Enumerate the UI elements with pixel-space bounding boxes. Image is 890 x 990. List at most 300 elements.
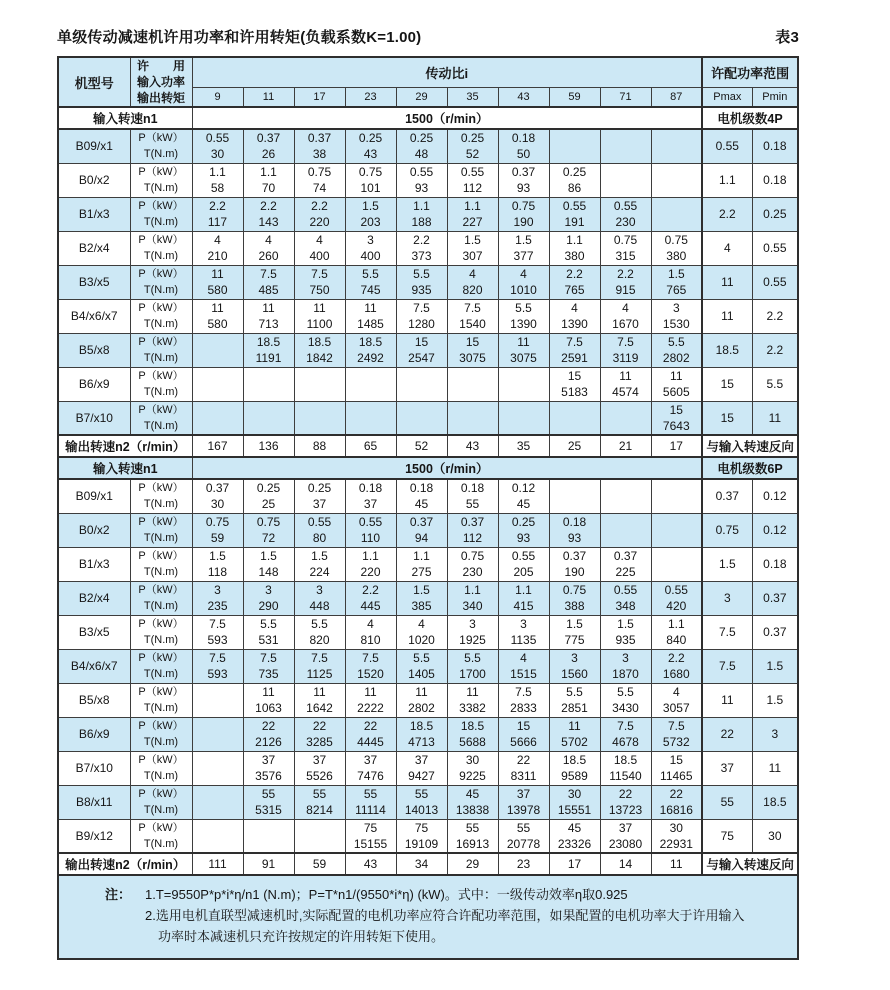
model-cell: B7/x10 — [58, 401, 130, 435]
p-value: 1.1 — [413, 549, 430, 563]
ratio-value-cell — [243, 479, 294, 513]
ratio-value-cell — [294, 479, 345, 513]
t-value: 593 — [207, 667, 228, 681]
input-speed-label: 输入转速n1 — [58, 107, 192, 129]
t-value: 2591 — [561, 351, 588, 365]
t-value: 1390 — [510, 317, 537, 331]
p-value: 3 — [214, 583, 221, 597]
p-value: 0.37 — [256, 131, 281, 146]
t-value: 143 — [258, 215, 279, 229]
ratio-value-cell — [192, 163, 243, 197]
p-value: 18.5 — [613, 753, 638, 767]
ratio-value-cell — [549, 785, 600, 819]
ratio-value-cell — [243, 401, 294, 435]
ratio-value-cell — [600, 479, 651, 513]
ratio-value-cell — [192, 819, 243, 853]
t-value: 4678 — [612, 735, 639, 749]
t-value: 50 — [516, 147, 531, 162]
model-cell: B3/x5 — [58, 615, 130, 649]
ratio-value-cell — [243, 751, 294, 785]
p-value: 30 — [669, 820, 683, 835]
ratio-value-cell — [447, 683, 498, 717]
table-row — [58, 547, 798, 581]
t-value: 5315 — [255, 803, 282, 817]
ratio-value-cell — [294, 367, 345, 401]
p-value — [295, 402, 345, 418]
p-value: 75 — [414, 820, 429, 835]
p-value: 37 — [261, 753, 276, 767]
output-speed-value: 91 — [243, 853, 294, 875]
p-value — [193, 718, 243, 734]
ratio-value-cell — [396, 683, 447, 717]
p-value: 2.2 — [667, 651, 685, 665]
t-value: 415 — [513, 599, 534, 613]
pmin-value: 0.12 — [752, 513, 798, 547]
t-value — [499, 384, 549, 400]
ratio-value-cell — [651, 547, 702, 581]
p-value: 4 — [316, 233, 323, 247]
ratio-value-cell — [447, 333, 498, 367]
t-value: 1870 — [612, 667, 639, 681]
p-value: 1.5 — [515, 233, 532, 247]
t-value: 37 — [363, 497, 378, 512]
ratio-value-cell — [600, 717, 651, 751]
ratio-value-cell — [600, 401, 651, 435]
p-value: 4 — [571, 301, 578, 315]
p-value: 15 — [465, 335, 480, 349]
ratio-value-cell — [345, 163, 396, 197]
output-speed-value: 25 — [549, 435, 600, 457]
p-value — [244, 368, 294, 384]
t-value: 59 — [210, 531, 225, 545]
t-value: 2222 — [357, 701, 384, 715]
p-value: 1.5 — [260, 549, 277, 563]
p-value — [244, 402, 294, 418]
t-value: 188 — [411, 215, 432, 229]
ratio-value-cell — [651, 265, 702, 299]
p-value: 11 — [313, 685, 326, 699]
output-speed-value: 111 — [192, 853, 243, 875]
p-value: 7.5 — [413, 301, 430, 315]
p-value: 0.18 — [511, 131, 536, 146]
t-value: 1125 — [306, 667, 333, 681]
model-cell: B8/x11 — [58, 785, 130, 819]
ratio-value-cell — [243, 129, 294, 163]
ratio-value-cell — [651, 231, 702, 265]
t-value — [652, 180, 702, 196]
pmin-value: 11 — [752, 751, 798, 785]
p-value: 0.25 — [307, 481, 332, 496]
ratio-value-cell — [549, 333, 600, 367]
model-cell: B5/x8 — [58, 683, 130, 717]
ratio-value-cell — [600, 683, 651, 717]
p-value: 0.55 — [205, 131, 230, 146]
p-value — [601, 402, 651, 418]
model-cell: B9/x12 — [58, 819, 130, 853]
pmin-value: 30 — [752, 819, 798, 853]
t-value: 20778 — [506, 836, 541, 851]
pmin-value: 1.5 — [752, 649, 798, 683]
t-value: 420 — [666, 599, 687, 613]
ratio-value-cell — [447, 265, 498, 299]
t-value: 11540 — [609, 769, 642, 783]
table-row — [58, 649, 798, 683]
ratio-value-cell — [498, 231, 549, 265]
p-value — [550, 130, 600, 146]
t-value: 220 — [360, 565, 381, 579]
t-value: 22931 — [659, 836, 693, 851]
pmax-value: 2.2 — [702, 197, 752, 231]
p-value: 1.1 — [464, 583, 481, 597]
ratio-value-cell — [498, 785, 549, 819]
ratio-value-cell — [345, 649, 396, 683]
p-value: 3 — [316, 583, 323, 597]
p-value — [193, 752, 243, 768]
t-value: 3382 — [459, 701, 486, 715]
output-speed-value: 59 — [294, 853, 345, 875]
ratio-value-cell — [192, 265, 243, 299]
p-value: 37 — [618, 820, 633, 835]
output-direction-note: 与输入转速反向 — [702, 435, 798, 457]
t-value: 377 — [513, 249, 534, 263]
header-row-groups — [58, 57, 798, 87]
notes-lines — [145, 885, 797, 947]
p-value: 15 — [669, 753, 683, 767]
ratio-value-cell — [447, 785, 498, 819]
ratio-value-cell — [447, 367, 498, 401]
table-row — [58, 401, 798, 435]
ratio-value-cell — [294, 129, 345, 163]
p-value: 0.55 — [358, 515, 383, 529]
ratio-value-cell — [396, 163, 447, 197]
p-value: 3 — [469, 617, 476, 631]
p-label: P（kW） — [138, 720, 184, 732]
ratio-value-cell — [294, 265, 345, 299]
ratio-value-cell — [294, 333, 345, 367]
pmax-value: 11 — [702, 265, 752, 299]
ratio-value-cell — [294, 581, 345, 615]
ratio-value-cell — [396, 197, 447, 231]
ratio-value-cell — [396, 367, 447, 401]
p-value: 11 — [364, 685, 377, 699]
title-bar — [57, 26, 799, 47]
ratio-tick: 9 — [192, 87, 243, 107]
p-value — [346, 368, 396, 384]
p-value: 7.5 — [209, 651, 226, 665]
p-value: 2.2 — [311, 199, 328, 213]
p-label: P（kW） — [138, 132, 184, 145]
ratio-value-cell — [549, 513, 600, 547]
input-speed-label: 输入转速n1 — [58, 457, 192, 479]
ratio-value-cell — [651, 683, 702, 717]
pmax-value: 7.5 — [702, 615, 752, 649]
ratio-value-cell — [192, 129, 243, 163]
pt-label-cell — [130, 819, 192, 853]
p-value: 0.75 — [205, 515, 230, 529]
p-value: 2.2 — [362, 583, 379, 597]
p-value: 4 — [672, 685, 680, 699]
pt-label-cell — [130, 129, 192, 163]
p-value: 4 — [214, 233, 221, 247]
pmax-value: 4 — [702, 231, 752, 265]
p-value: 5.5 — [667, 335, 685, 349]
p-value: 7.5 — [362, 651, 379, 665]
t-value: 191 — [564, 215, 585, 229]
ratio-value-cell — [192, 401, 243, 435]
p-value: 11 — [262, 301, 275, 315]
ratio-value-cell — [600, 231, 651, 265]
rating-line-3: 输出转矩 — [136, 91, 185, 105]
pmax-value: 75 — [702, 819, 752, 853]
table-row — [58, 231, 798, 265]
t-value — [193, 768, 243, 784]
p-value: 4 — [520, 651, 527, 665]
ratio-value-cell — [549, 649, 600, 683]
ratio-value-cell — [192, 649, 243, 683]
p-value — [193, 402, 243, 418]
p-label: P（kW） — [138, 482, 184, 495]
t-value: 580 — [207, 283, 228, 297]
p-value: 0.12 — [511, 481, 536, 496]
p-value: 7.5 — [464, 301, 481, 315]
ratio-value-cell — [294, 401, 345, 435]
t-value: 745 — [360, 283, 381, 297]
p-value: 7.5 — [617, 719, 634, 733]
ratio-value-cell — [243, 819, 294, 853]
p-value: 7.5 — [260, 267, 277, 281]
p-label: P（kW） — [138, 550, 184, 562]
output-speed-value: 52 — [396, 435, 447, 457]
pmin-value: 2.2 — [752, 333, 798, 367]
table-row — [58, 819, 798, 853]
t-value: 1010 — [510, 283, 537, 297]
ratio-value-cell — [651, 785, 702, 819]
t-value: 5688 — [459, 735, 486, 749]
t-value — [295, 836, 345, 852]
pt-label-cell — [130, 299, 192, 333]
p-value: 11 — [364, 301, 377, 315]
p-value: 0.25 — [358, 131, 383, 146]
t-value: 15551 — [557, 803, 592, 817]
t-value: 5666 — [510, 735, 537, 749]
pt-label-cell — [130, 751, 192, 785]
input-speed-value: 1500（r/min） — [192, 457, 702, 479]
t-value: 373 — [411, 249, 432, 263]
ratio-value-cell — [651, 513, 702, 547]
pmax-value: 0.37 — [702, 479, 752, 513]
pmin-value: 5.5 — [752, 367, 798, 401]
motor-poles-label: 电机级数4P — [702, 107, 798, 129]
ratio-value-cell — [192, 333, 243, 367]
p-value: 4 — [622, 301, 629, 315]
p-value: 5.5 — [311, 617, 328, 631]
p-value: 18.5 — [307, 335, 332, 349]
t-value: 70 — [261, 181, 276, 195]
table-row — [58, 751, 798, 785]
pt-label-cell — [130, 615, 192, 649]
p-value: 0.75 — [358, 165, 383, 179]
input-speed-row — [58, 457, 798, 479]
p-value — [652, 514, 702, 530]
table-row — [58, 581, 798, 615]
ratio-value-cell — [498, 265, 549, 299]
t-value: 5526 — [306, 769, 333, 783]
table-row — [58, 129, 798, 163]
p-label: P（kW） — [138, 584, 184, 596]
p-value: 1.1 — [362, 549, 379, 563]
t-value: 4713 — [408, 735, 435, 749]
ratio-value-cell — [192, 513, 243, 547]
t-value: 25 — [261, 497, 276, 512]
t-value: 9589 — [561, 769, 588, 783]
p-value: 15 — [516, 719, 531, 733]
p-value: 0.55 — [409, 165, 434, 179]
p-value — [244, 820, 294, 836]
p-value: 0.37 — [562, 549, 587, 563]
p-value: 45 — [465, 787, 480, 801]
t-value: 750 — [309, 283, 330, 297]
p-label: P（kW） — [138, 516, 184, 528]
p-value: 55 — [465, 820, 480, 835]
ratio-value-cell — [192, 547, 243, 581]
pmax-value: 11 — [702, 299, 752, 333]
p-value — [295, 820, 345, 836]
ratio-tick: 11 — [243, 87, 294, 107]
p-value: 1.5 — [413, 583, 430, 597]
ratio-value-cell — [651, 581, 702, 615]
ratio-value-cell — [498, 581, 549, 615]
t-value: 1020 — [408, 633, 435, 647]
t-value: 1405 — [408, 667, 435, 681]
t-value: 485 — [258, 283, 279, 297]
p-value: 0.55 — [307, 515, 332, 529]
p-value: 4 — [469, 267, 476, 281]
ratio-tick: 43 — [498, 87, 549, 107]
p-value — [193, 786, 243, 802]
t-value: 1515 — [510, 667, 537, 681]
p-value: 11 — [619, 369, 632, 383]
t-value: 30 — [210, 497, 225, 512]
model-cell: B1/x3 — [58, 197, 130, 231]
ratio-value-cell — [600, 333, 651, 367]
t-value — [499, 418, 549, 434]
p-value: 0.25 — [460, 131, 485, 146]
table-row — [58, 265, 798, 299]
t-value: 340 — [462, 599, 483, 613]
ratio-value-cell — [243, 333, 294, 367]
t-value — [244, 384, 294, 400]
t-value: 2547 — [408, 351, 435, 365]
t-value — [652, 564, 702, 580]
ratio-value-cell — [447, 547, 498, 581]
p-label: P（kW） — [138, 403, 184, 416]
output-speed-value: 23 — [498, 853, 549, 875]
p-value: 11 — [211, 267, 224, 281]
p-label: P（kW） — [138, 200, 184, 212]
ratio-value-cell — [447, 581, 498, 615]
t-value: 400 — [360, 249, 381, 263]
t-value — [550, 418, 600, 434]
t-value: 260 — [258, 249, 279, 263]
table-row — [58, 367, 798, 401]
pmin-value: 0.25 — [752, 197, 798, 231]
t-value: 935 — [411, 283, 432, 297]
t-value — [397, 384, 447, 400]
p-value: 55 — [516, 820, 531, 835]
t-value: 307 — [462, 249, 483, 263]
ratio-value-cell — [498, 401, 549, 435]
t-value — [295, 418, 345, 434]
ratio-value-cell — [243, 785, 294, 819]
p-value: 0.75 — [664, 233, 688, 247]
ratio-value-cell — [549, 547, 600, 581]
t-value: 290 — [258, 599, 279, 613]
p-value: 15 — [567, 369, 582, 383]
pt-label-cell — [130, 649, 192, 683]
ratio-value-cell — [498, 819, 549, 853]
ratio-value-cell — [243, 649, 294, 683]
t-value: 72 — [261, 531, 276, 545]
p-value: 15 — [669, 402, 683, 417]
model-cell: B4/x6/x7 — [58, 299, 130, 333]
p-label: P（kW） — [138, 788, 184, 800]
pt-label-cell — [130, 479, 192, 513]
p-value — [601, 164, 651, 180]
pmin-value: 0.55 — [752, 265, 798, 299]
ratio-value-cell — [549, 367, 600, 401]
model-cell: B7/x10 — [58, 751, 130, 785]
p-label: P（kW） — [138, 336, 184, 348]
ratio-value-cell — [243, 265, 294, 299]
input-speed-value: 1500（r/min） — [192, 107, 702, 129]
pt-label-cell — [130, 163, 192, 197]
ratio-value-cell — [294, 649, 345, 683]
ratio-value-cell — [396, 615, 447, 649]
p-value — [346, 402, 396, 418]
pmin-value: 0.37 — [752, 581, 798, 615]
ratio-value-cell — [447, 479, 498, 513]
p-value: 1.1 — [464, 199, 481, 213]
ratio-value-cell — [192, 683, 243, 717]
ratio-value-cell — [549, 683, 600, 717]
t-value: 3430 — [612, 701, 639, 715]
ratio-value-cell — [447, 299, 498, 333]
ratio-value-cell — [651, 717, 702, 751]
p-value: 1.1 — [515, 583, 532, 597]
p-value — [295, 368, 345, 384]
ratio-value-cell — [498, 751, 549, 785]
t-value: 3075 — [459, 351, 486, 365]
ratio-value-cell — [396, 547, 447, 581]
t-value: 388 — [564, 599, 585, 613]
t-value — [295, 384, 345, 400]
p-label: P（kW） — [138, 166, 184, 178]
p-value: 0.25 — [256, 481, 281, 496]
p-value: 0.18 — [358, 481, 383, 496]
pt-label-cell — [130, 401, 192, 435]
p-value: 11 — [262, 685, 275, 699]
ratio-value-cell — [447, 197, 498, 231]
p-value: 0.37 — [307, 131, 332, 146]
t-value: 2802 — [408, 701, 435, 715]
ratio-value-cell — [549, 197, 600, 231]
ratio-value-cell — [294, 819, 345, 853]
input-speed-row — [58, 107, 798, 129]
t-value: 203 — [360, 215, 381, 229]
p-value: 3 — [672, 301, 680, 315]
ratio-value-cell — [243, 163, 294, 197]
t-value: 1520 — [357, 667, 384, 681]
